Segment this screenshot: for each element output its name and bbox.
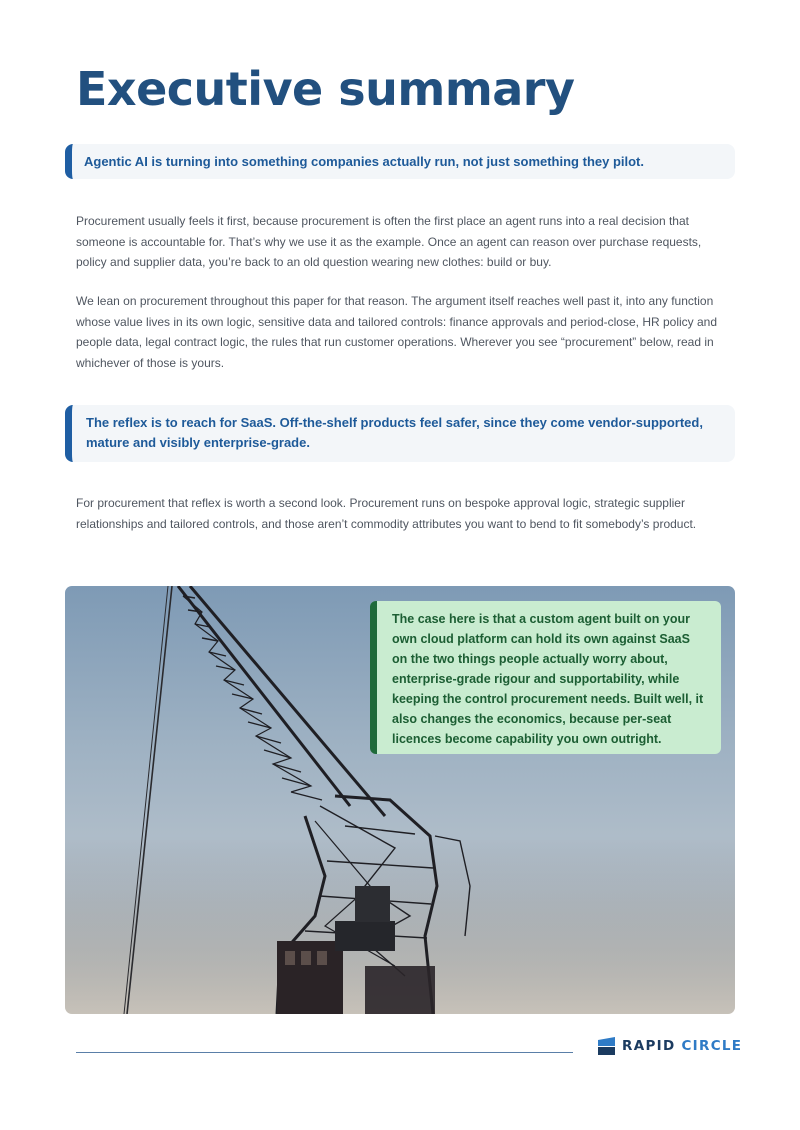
callout-text: Agentic AI is turning into something companies actually run, not just something they pilot. bbox=[84, 153, 644, 169]
highlight-callout-saas-reflex bbox=[65, 405, 735, 462]
callout-text: The reflex is to reach for SaaS. Off-the-shelf products feel safer, since they come vendor-supported, mature and visibly enterprise-grade. bbox=[86, 415, 703, 450]
footer-divider bbox=[76, 1052, 573, 1053]
body-paragraph-1: Procurement usually feels it first, because procurement is often the first place an agent runs into a real decision that someone is accountable for. That’s why we use it as the example. Once an agent can reason over purchase requests, policy and supplier data, you’re back to an old question wearing new clothes: build or buy. bbox=[76, 214, 702, 269]
body-paragraph-3: For procurement that reflex is worth a second look. Procurement runs on bespoke approval logic, strategic supplier relationships and tailored controls, and those aren’t commodity attributes you want to bend to fit somebody’s product. bbox=[76, 496, 697, 531]
image-callout bbox=[370, 601, 721, 754]
body-paragraph-2: We lean on procurement throughout this paper for that reason. The argument itself reaches well past it, into any function whose value lives in its own logic, sensitive data and tailored controls: finance approvals and period-close, HR policy and people data, legal contract logic, the rules that run customer operations. Wherever you see “procurement” below, read in whichever of those is yours. bbox=[76, 294, 718, 370]
logo-wordmark bbox=[622, 1038, 742, 1054]
rapid-circle-logo bbox=[598, 1037, 742, 1055]
logo-word-circle: CIRCLE bbox=[681, 1038, 743, 1054]
logo-word-rapid: RAPID bbox=[622, 1038, 676, 1054]
rapid-circle-logo-icon bbox=[598, 1037, 615, 1055]
page-title: Executive summary bbox=[76, 62, 575, 116]
highlight-callout-agentic-ai bbox=[65, 144, 735, 179]
image-callout-text: The case here is that a custom agent built on your own cloud platform can hold its own against SaaS on the two things people actually worry about, enterprise-grade rigour and supportability, while keeping the control procurement needs. Built well, it also changes the economics, because per-seat licences become capability you own outright. bbox=[392, 612, 704, 746]
